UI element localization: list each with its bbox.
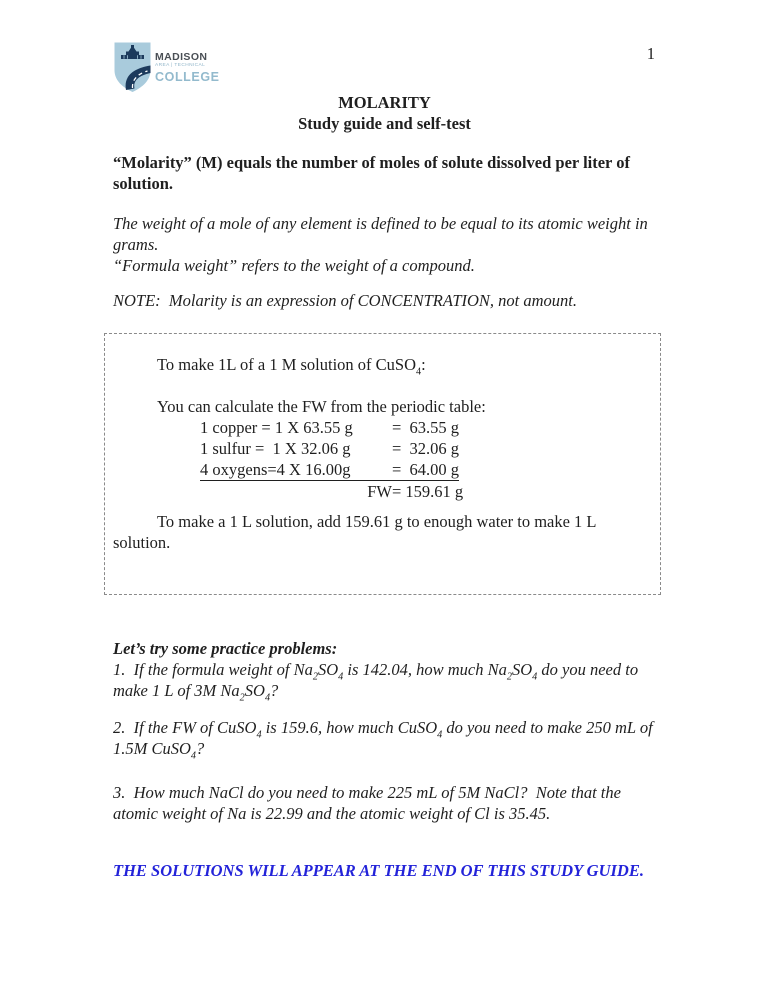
calc-row-fw-total [200,481,463,502]
example-conclusion: To make a 1 L solution, add 159.61 g to enough water to make 1 L solution. [113,512,601,552]
calc-sulfur-result: = 32.06 g [392,439,460,458]
calc-row-copper [200,417,459,438]
calc-oxygen-expression: 4 oxygens=4 X 16.00g [200,460,351,479]
practice-problem-3: 3. How much NaCl do you need to make 225 mL of 5M NaCl? Note that the atomic weight of Na is 22.99 and the atomic weight of Cl is 35.45. [113,783,626,823]
page-number: 1 [646,44,655,63]
calc-copper-result: = 63.55 g [392,418,460,437]
calc-copper-expression: 1 copper = 1 X 63.55 g [200,418,353,437]
college-logo [114,42,220,93]
fw-calculation [200,417,652,502]
example-intro: To make 1L of a 1 M solution of CuSO$_4$: [157,355,426,378]
practice-problem-2: 2. If the FW of CuSO$_4$ is 159.6, how much CuSO$_4$ do you need to make 250 mL of 1.5M CuSO$_4$? [113,718,657,762]
logo-line-college: COLLEGE [155,69,220,84]
calc-fw-label: FW [367,482,392,501]
calc-sulfur-expression: 1 sulfur = 1 X 32.06 g [200,439,351,458]
logo-line-area-technical: AREA | TECHNICAL [155,63,206,69]
document-title: MOLARITY [338,93,431,112]
title-block [113,92,656,134]
mole-weight-statement: The weight of a mole of any element is defined to be equal to its atomic weight in grams. [113,214,652,254]
calc-row-sulfur [200,438,459,459]
college-shield-icon [114,42,151,93]
document-subtitle: Study guide and self-test [298,114,471,133]
concentration-note: NOTE: Molarity is an expression of CONCENTRATION, not amount. [113,291,577,310]
logo-line-madison: MADISON [155,50,208,63]
solutions-notice: THE SOLUTIONS WILL APPEAR AT THE END OF THIS STUDY GUIDE. [113,861,644,880]
molarity-definition: “Molarity” (M) equals the number of moles of solute dissolved per liter of solution. [113,153,635,193]
practice-heading: Let’s try some practice problems: [113,639,338,658]
calc-oxygen-result: = 64.00 g [392,460,460,479]
formula-weight-statement: “Formula weight” refers to the weight of a compound. [113,256,475,275]
example-box [104,333,661,595]
college-logo-text [155,52,220,84]
fw-calc-heading: You can calculate the FW from the periodic table: [157,397,486,416]
calc-row-oxygen [200,459,459,481]
practice-problem-1: 1. If the formula weight of $Na_2SO_4$ is 142.04, how much $Na_2SO_4$ do you need to make 1 L of 3M $Na_2SO_4$? [113,660,643,704]
calc-fw-result: = 159.61 g [392,482,464,501]
page-header [113,42,656,92]
